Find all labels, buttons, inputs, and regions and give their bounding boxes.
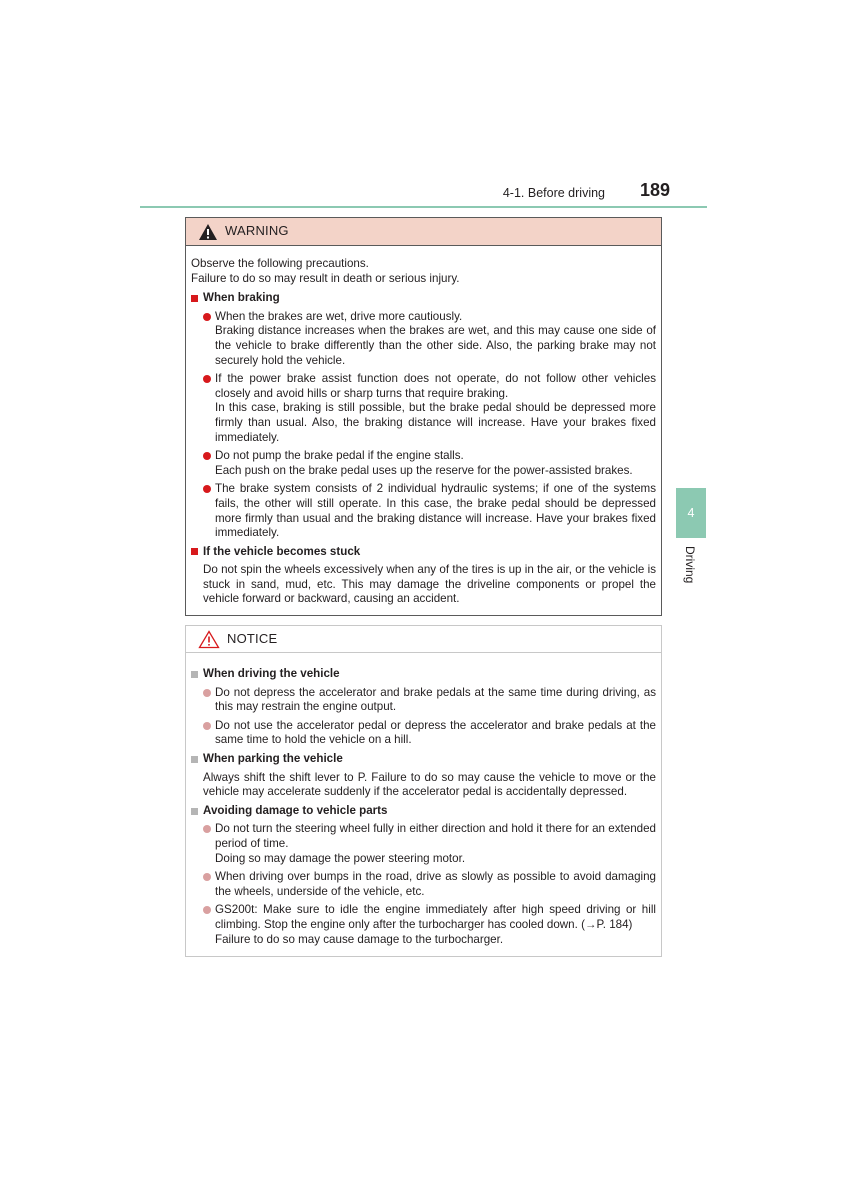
page-number: 189 (639, 180, 670, 200)
notice-header (186, 626, 661, 653)
section-text: Always shift the shift lever to P. Failure to do so may cause the vehicle to move or the vehicle may accelerate suddenly if the accelerator pedal is accidentally depressed. (203, 770, 656, 799)
page-header (140, 180, 707, 206)
list-item: When driving over bumps in the road, drive as slowly as possible to avoid damaging the wheels, underside of the vehicle, etc. (191, 870, 656, 899)
list-item: The brake system consists of 2 individual hydraulic systems; if one of the systems fails, the other will still operate. In this case, the brake pedal should be depressed more firmly than usual and the braking distance will increase. Have your brakes fixed immediately. (191, 482, 656, 540)
bullet-dot-icon (203, 313, 211, 321)
bullet-dot-icon (203, 452, 211, 460)
gray-square-bullet-icon (191, 671, 198, 678)
list-item: Do not use the accelerator pedal or depress the accelerator and brake pedals at the same time to hold the vehicle on a hill. (191, 719, 656, 748)
warning-title: WARNING (225, 223, 289, 239)
notice-box (185, 625, 662, 957)
section-text: Do not spin the wheels excessively when any of the tires is up in the air, or the vehicle is stuck in sand, mud, etc. This may damage the driveline components or propel the vehicle forward or backward, causing an accident. (203, 563, 656, 606)
section-heading: Avoiding damage to vehicle parts (191, 804, 656, 819)
warning-body (186, 246, 661, 607)
notice-triangle-icon (198, 630, 220, 649)
section-heading: When parking the vehicle (191, 752, 656, 767)
bullet-dot-icon (203, 722, 211, 730)
intro-line: Failure to do so may result in death or serious injury. (191, 271, 460, 285)
bullet-dot-icon (203, 375, 211, 383)
list-item: Do not pump the brake pedal if the engine stalls. Each push on the brake pedal uses up the reserve for the power-assisted brakes. (191, 449, 656, 478)
gray-square-bullet-icon (191, 756, 198, 763)
notice-body (186, 653, 661, 947)
gray-square-bullet-icon (191, 808, 198, 815)
warning-triangle-icon (198, 223, 218, 241)
warning-intro (191, 257, 656, 286)
list-item: When the brakes are wet, drive more cautiously. Braking distance increases when the brakes are wet, and this may cause one side of the vehicle to brake differently than the other side. Also, the parking brake may not securely hold the vehicle. (191, 310, 656, 368)
warning-box (185, 217, 662, 616)
list-item: If the power brake assist function does not operate, do not follow other vehicles closely and avoid hills or sharp turns that require braking. In this case, braking is still possible, but the brake pedal should be depressed more firmly than usual. Also, the braking distance will increase. Have your brakes fixed immediately. (191, 372, 656, 445)
bullet-dot-icon (203, 873, 211, 881)
section-heading: If the vehicle becomes stuck (191, 545, 656, 560)
section-heading: When driving the vehicle (191, 667, 656, 682)
section-title: 4-1. Before driving (502, 186, 605, 200)
bullet-dot-icon (203, 689, 211, 697)
red-square-bullet-icon (191, 548, 198, 555)
chapter-tab (676, 488, 706, 538)
list-item: Do not turn the steering wheel fully in either direction and hold it there for an extended period of time. Doing so may damage the power steering motor. (191, 822, 656, 866)
notice-title: NOTICE (227, 630, 278, 646)
warning-header (186, 218, 661, 246)
list-item: GS200t: Make sure to idle the engine immediately after high speed driving or hill climbing. Stop the engine only after the turbocharger has cooled down. (→P. 184) Failure to do so may cause damage to the turbocharger. (191, 903, 656, 947)
header-rule (140, 206, 707, 208)
chapter-number: 4 (687, 506, 695, 520)
list-item: Do not depress the accelerator and brake pedals at the same time during driving, as this may restrain the engine output. (191, 686, 656, 715)
section-heading: When braking (191, 291, 656, 306)
intro-line: Observe the following precautions. (191, 257, 369, 270)
bullet-dot-icon (203, 906, 211, 914)
red-square-bullet-icon (191, 295, 198, 302)
chapter-label: Driving (683, 546, 697, 584)
bullet-dot-icon (203, 825, 211, 833)
bullet-dot-icon (203, 485, 211, 493)
